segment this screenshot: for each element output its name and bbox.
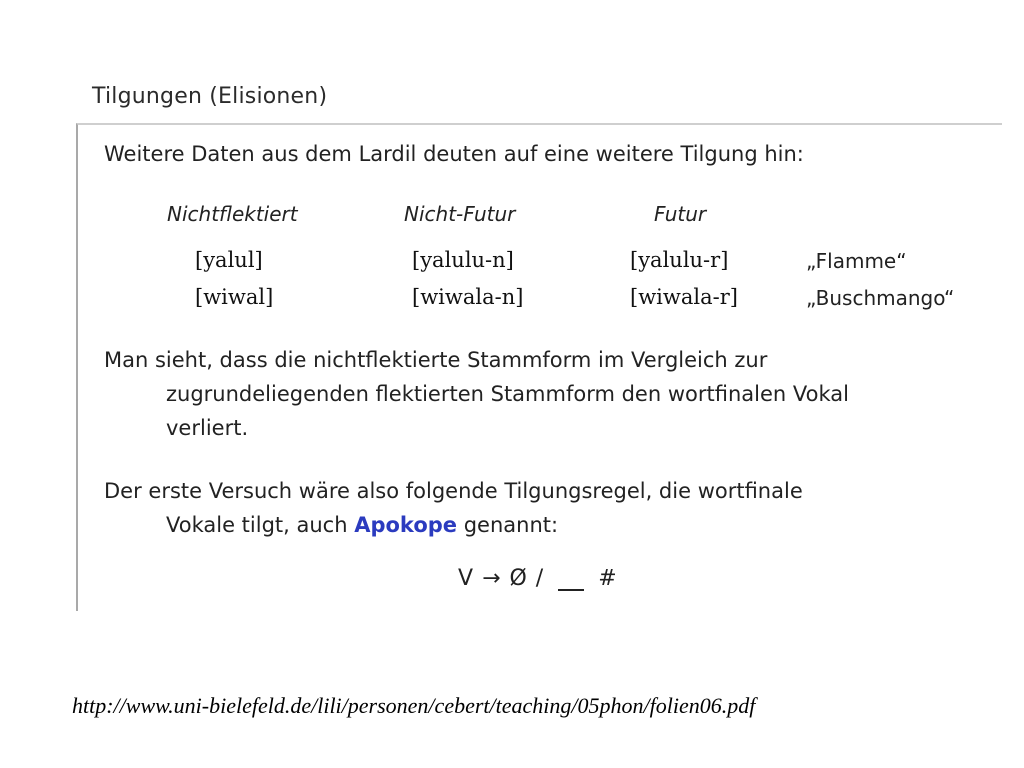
paragraph-line: verliert.: [166, 416, 249, 440]
paragraph-line: Der erste Versuch wäre also folgende Tilgungsregel, die wortfinale: [104, 479, 803, 503]
paragraph-text: Vokale tilgt, auch: [166, 513, 355, 537]
rule-rhs: Ø /: [509, 566, 545, 591]
explanation-paragraph: [104, 343, 984, 445]
slide-title: Tilgungen (Elisionen): [92, 84, 328, 109]
paragraph-line: [104, 508, 984, 542]
apokope-term: Apokope: [354, 513, 458, 537]
deletion-rule: [458, 566, 618, 591]
rule-environment-blank: [558, 569, 584, 591]
table-cell-future: [wiwala-r]: [630, 285, 738, 309]
table-cell-uninflected: [yalul]: [195, 248, 263, 272]
rule-paragraph: [104, 474, 984, 542]
table-cell-nonfuture: [yalulu-n]: [412, 248, 514, 272]
column-header-nonfuture: Nicht-Futur: [404, 202, 516, 226]
paragraph-text: genannt:: [457, 513, 559, 537]
intro-text: Weitere Daten aus dem Lardil deuten auf eine weitere Tilgung hin:: [104, 142, 804, 166]
paragraph-line: zugrundeliegenden flektierten Stammform den wortfinalen Vokal: [166, 382, 849, 406]
column-header-future: Futur: [654, 202, 707, 226]
rule-arrow: →: [482, 566, 502, 591]
column-header-uninflected: Nichtflektiert: [167, 202, 298, 226]
table-cell-nonfuture: [wiwala-n]: [412, 285, 524, 309]
source-link[interactable]: http://www.uni-bielefeld.de/lili/personen/cebert/teaching/05phon/folien06.pdf: [72, 693, 756, 718]
table-cell-gloss: „Buschmango“: [806, 286, 955, 310]
table-cell-future: [yalulu-r]: [630, 248, 729, 272]
rule-lhs: V: [458, 566, 475, 591]
table-cell-gloss: „Flamme“: [806, 249, 907, 273]
paragraph-line: Man sieht, dass die nichtflektierte Stammform im Vergleich zur: [104, 348, 768, 372]
table-cell-uninflected: [wiwal]: [195, 285, 274, 309]
rule-boundary: #: [598, 566, 618, 591]
